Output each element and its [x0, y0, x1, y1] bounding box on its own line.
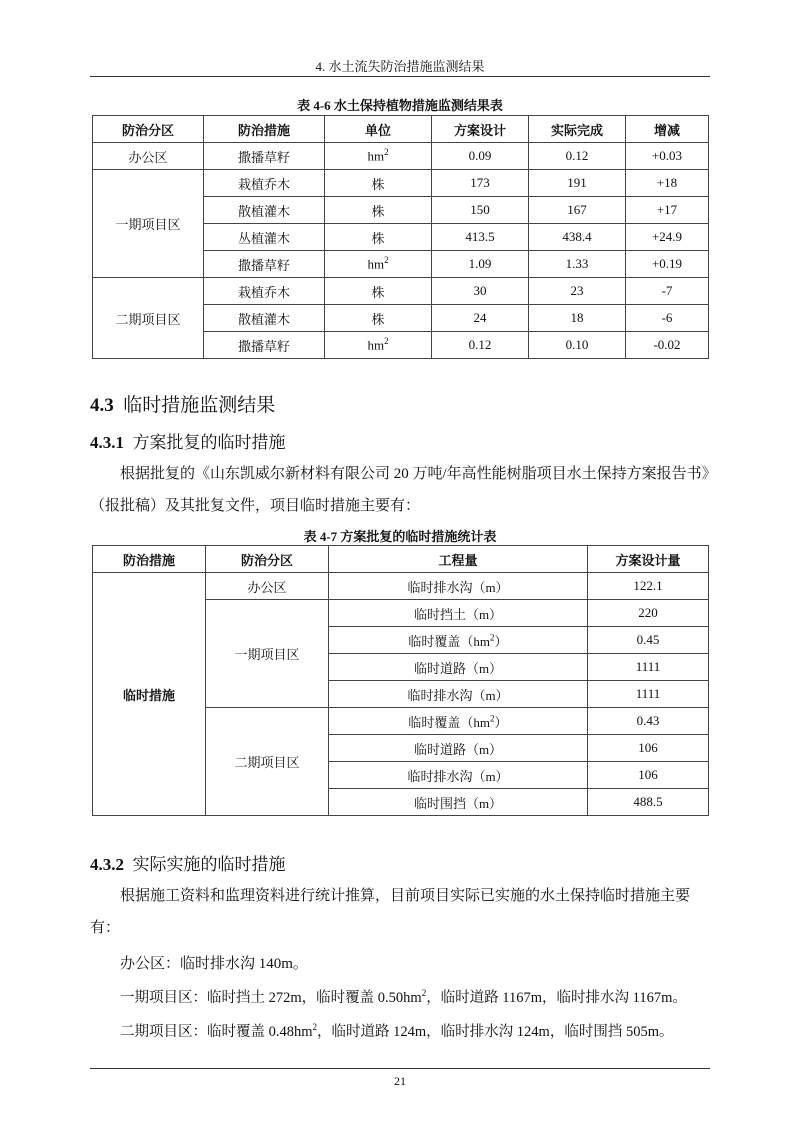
zone-cell: 办公区 — [93, 143, 204, 170]
section-4-3-2-heading — [90, 850, 286, 875]
col-header: 单位 — [325, 116, 432, 143]
delta-cell: +24.9 — [626, 224, 709, 251]
zone-cell: 一期项目区 — [206, 600, 329, 708]
section-4-3-1-heading — [90, 428, 286, 453]
unit-cell: 株 — [325, 224, 432, 251]
value-cell: 122.1 — [588, 573, 709, 600]
value-cell: 1111 — [588, 654, 709, 681]
design-cell: 150 — [432, 197, 529, 224]
delta-cell: -0.02 — [626, 332, 709, 359]
measure-cell: 栽植乔木 — [204, 170, 325, 197]
table-row — [93, 573, 709, 600]
item-cell: 临时道路（m） — [329, 735, 588, 762]
item-cell: 临时围挡（m） — [329, 789, 588, 816]
footer-rule — [90, 1068, 710, 1069]
section-title: 方案批复的临时措施 — [132, 433, 286, 452]
col-header: 增减 — [626, 116, 709, 143]
unit-cell: 株 — [325, 278, 432, 305]
value-cell: 488.5 — [588, 789, 709, 816]
measure-cell: 丛植灌木 — [204, 224, 325, 251]
col-header: 防治措施 — [93, 546, 206, 573]
design-cell: 1.09 — [432, 251, 529, 278]
section-title: 临时措施监测结果 — [123, 395, 276, 416]
value-cell: 106 — [588, 762, 709, 789]
col-header: 防治分区 — [206, 546, 329, 573]
table-4-7 — [92, 545, 709, 816]
delta-cell: +18 — [626, 170, 709, 197]
section-number: 4.3 — [90, 395, 114, 416]
unit-cell: $hm^2$ — [325, 332, 432, 359]
actual-cell: 191 — [529, 170, 626, 197]
col-header: 方案设计 — [432, 116, 529, 143]
value-cell: 0.43 — [588, 708, 709, 735]
zone-cell: 一期项目区 — [93, 170, 204, 278]
table-4-7-caption: 表 4-7 方案批复的临时措施统计表 — [303, 529, 497, 544]
table-row — [93, 278, 709, 305]
measure-cell: 临时措施 — [93, 573, 206, 816]
measure-cell: 撒播草籽 — [204, 332, 325, 359]
section-number: 4.3.2 — [90, 855, 124, 874]
value-cell: 1111 — [588, 681, 709, 708]
unit-cell: 株 — [325, 305, 432, 332]
col-header: 方案设计量 — [588, 546, 709, 573]
page-number: 21 — [394, 1074, 406, 1088]
col-header: 防治分区 — [93, 116, 204, 143]
design-cell: 0.09 — [432, 143, 529, 170]
design-cell: 30 — [432, 278, 529, 305]
table-header-row — [93, 546, 709, 573]
section-number: 4.3.1 — [90, 433, 124, 452]
phase1-zone-line: 一期项目区：临时挡土 272m，临时覆盖 $0.50hm^2$，临时道路 1167m，临时排水沟 1167m。 — [120, 988, 687, 1006]
actual-cell: 23 — [529, 278, 626, 305]
unit-cell: $hm^2$ — [325, 251, 432, 278]
value-cell: 0.45 — [588, 627, 709, 654]
item-cell: 临时排水沟（m） — [329, 573, 588, 600]
table-row — [93, 170, 709, 197]
delta-cell: +0.03 — [626, 143, 709, 170]
measure-cell: 撒播草籽 — [204, 143, 325, 170]
col-header: 防治措施 — [204, 116, 325, 143]
measure-cell: 栽植乔木 — [204, 278, 325, 305]
unit-cell: 株 — [325, 170, 432, 197]
measure-cell: 撒播草籽 — [204, 251, 325, 278]
section-title: 实际实施的临时措施 — [132, 855, 286, 874]
design-cell: 0.12 — [432, 332, 529, 359]
value-cell: 220 — [588, 600, 709, 627]
item-cell: 临时覆盖$(hm^2)$ — [329, 627, 588, 654]
item-cell: 临时道路（m） — [329, 654, 588, 681]
measure-cell: 散植灌木 — [204, 305, 325, 332]
paragraph: 根据施工资料和监理资料进行统计推算，目前项目实际已实施的水土保持临时措施主要有： — [90, 888, 691, 936]
delta-cell: +17 — [626, 197, 709, 224]
delta-cell: +0.19 — [626, 251, 709, 278]
actual-cell: 1.33 — [529, 251, 626, 278]
actual-cell: 167 — [529, 197, 626, 224]
unit-cell: $hm^2$ — [325, 143, 432, 170]
item-cell: 临时挡土（m） — [329, 600, 588, 627]
col-header: 实际完成 — [529, 116, 626, 143]
actual-cell: 0.10 — [529, 332, 626, 359]
delta-cell: -7 — [626, 278, 709, 305]
value-cell: 106 — [588, 735, 709, 762]
phase2-zone-line: 二期项目区：临时覆盖 $0.48hm^2$，临时道路 124m，临时排水沟 124m，临时围挡 505m。 — [120, 1022, 674, 1040]
table-4-6-caption: 表 4-6 水土保持植物措施监测结果表 — [297, 98, 503, 113]
table-4-6 — [92, 115, 709, 359]
zone-cell: 二期项目区 — [93, 278, 204, 359]
item-cell: 临时排水沟（m） — [329, 762, 588, 789]
design-cell: 24 — [432, 305, 529, 332]
zone-cell: 二期项目区 — [206, 708, 329, 816]
zone-cell: 办公区 — [206, 573, 329, 600]
section-4-3-heading — [90, 390, 275, 417]
design-cell: 173 — [432, 170, 529, 197]
design-cell: 413.5 — [432, 224, 529, 251]
table-header-row — [93, 116, 709, 143]
paragraph: 根据批复的《山东凯威尔新材料有限公司 20 万吨/年高性能树脂项目水土保持方案报告书》（报批稿）及其批复文件，项目临时措施主要有： — [90, 466, 710, 514]
item-cell: 临时覆盖$(hm^2)$ — [329, 708, 588, 735]
col-header: 工程量 — [329, 546, 588, 573]
actual-cell: 438.4 — [529, 224, 626, 251]
actual-cell: 0.12 — [529, 143, 626, 170]
office-zone-line: 办公区：临时排水沟 140m。 — [120, 956, 308, 972]
measure-cell: 散植灌木 — [204, 197, 325, 224]
actual-cell: 18 — [529, 305, 626, 332]
item-cell: 临时排水沟（m） — [329, 681, 588, 708]
delta-cell: -6 — [626, 305, 709, 332]
running-header: 4. 水土流失防治措施监测结果 — [315, 59, 485, 74]
header-rule — [90, 76, 710, 77]
table-row — [93, 143, 709, 170]
unit-cell: 株 — [325, 197, 432, 224]
